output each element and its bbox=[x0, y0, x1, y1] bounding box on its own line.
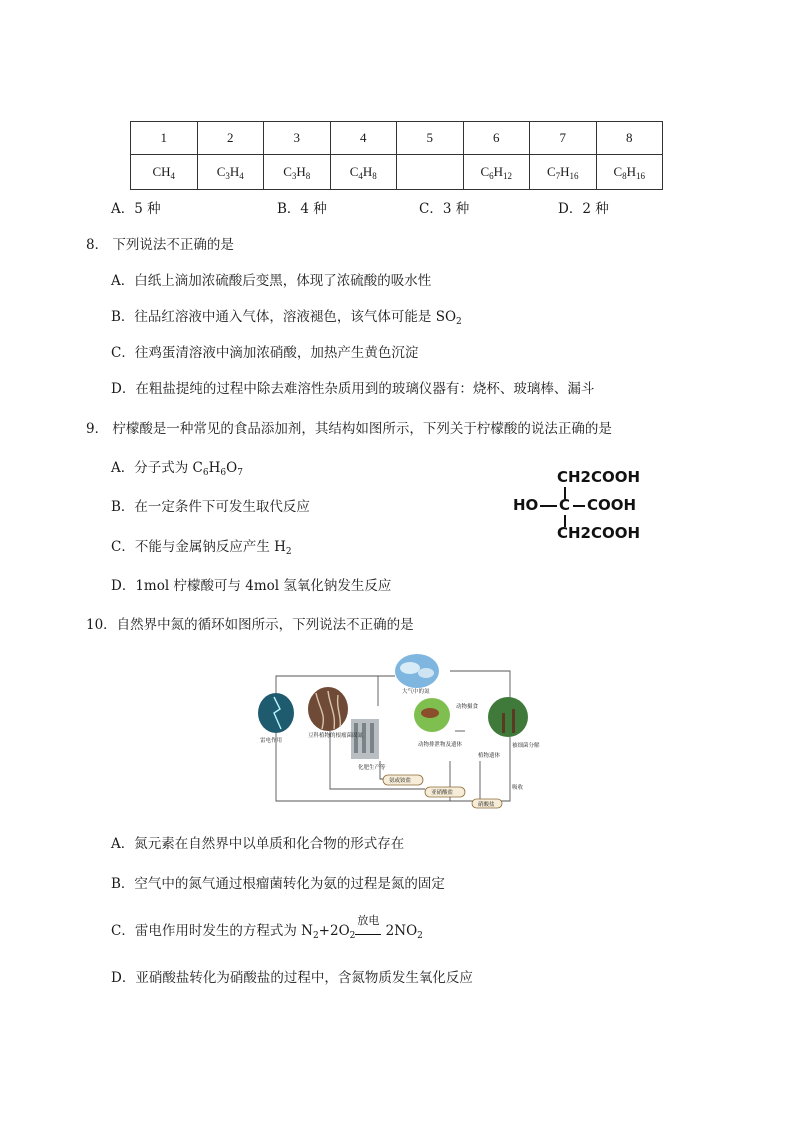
table-header-cell: 1 bbox=[131, 122, 198, 155]
air-nitrogen-image bbox=[395, 654, 439, 688]
table-header-cell: 3 bbox=[264, 122, 331, 155]
formula-cell: $C_4H_8$ bbox=[330, 155, 397, 190]
q10-stem: 10．自然界中氮的循环如图所示，下列说法不正确的是 bbox=[86, 617, 414, 633]
label-air-nitrogen: 大气中的氮 bbox=[402, 689, 430, 695]
option-b: B．4 种 bbox=[277, 201, 327, 217]
q8-option-c: C．往鸡蛋清溶液中滴加浓硝酸，加热产生黄色沉淀 bbox=[111, 345, 419, 361]
table-header-cell: 4 bbox=[330, 122, 397, 155]
q9-option-b: B．在一定条件下可发生取代反应 bbox=[111, 499, 310, 515]
q10-option-b: B．空气中的氮气通过根瘤菌转化为氨的过程是氮的固定 bbox=[111, 876, 445, 892]
formula-carboxyl: COOH bbox=[587, 496, 637, 514]
cattle-image bbox=[414, 698, 450, 732]
q9-option-a: A．分子式为 $C_6H_6O_7$ bbox=[111, 460, 243, 478]
q9-stem: 9． 柠檬酸是一种常见的食品添加剂，其结构如图所示，下列关于柠檬酸的说法正确的是 bbox=[86, 421, 612, 437]
formula-cell: $CH_4$ bbox=[131, 155, 198, 190]
q8-option-a: A．白纸上滴加浓硫酸后变黑，体现了浓硫酸的吸水性 bbox=[111, 273, 432, 289]
table-formula-row bbox=[131, 155, 663, 190]
nitrogen-cycle-diagram bbox=[250, 651, 540, 808]
option-a: A．5 种 bbox=[111, 201, 161, 217]
q8-stem: 8． 下列说法不正确的是 bbox=[86, 237, 234, 253]
lightning-image bbox=[258, 693, 294, 733]
label-nitrate: 硝酸盐 bbox=[478, 802, 495, 808]
label-plant: 植物遗体 bbox=[478, 753, 501, 759]
q9-option-d: D．1mol 柠檬酸可与 4mol 氢氧化钠发生反应 bbox=[111, 578, 392, 594]
label-animal: 动物排泄物及遗体 bbox=[418, 742, 463, 748]
roots-image bbox=[308, 687, 348, 731]
formula-bottom-group: CH2COOH bbox=[557, 524, 641, 542]
q10-option-d: D．亚硝酸盐转化为硝酸盐的过程中，含氮物质发生氧化反应 bbox=[111, 970, 473, 986]
q10-option-c: C．雷电作用时发生的方程式为 $N_2+2O_2$ 放电 $2NO_2$ bbox=[111, 914, 423, 941]
formula-cell: $C_3H_4$ bbox=[197, 155, 264, 190]
table-header-cell: 6 bbox=[463, 122, 530, 155]
option-c: C．3 种 bbox=[419, 201, 470, 217]
formula-hydroxyl: HO bbox=[513, 496, 539, 514]
label-nitrite: 亚硝酸盐 bbox=[431, 790, 454, 796]
label-eaten: 动物摄食 bbox=[456, 704, 479, 710]
label-absorb: 吸收 bbox=[512, 785, 524, 791]
table-header-cell: 5 bbox=[397, 122, 464, 155]
option-d: D．2 种 bbox=[558, 201, 609, 217]
label-ammonium: 氨或铵盐 bbox=[389, 778, 412, 784]
formula-top-group: CH2COOH bbox=[557, 468, 641, 486]
reaction-condition: 放电 bbox=[355, 923, 381, 939]
citric-acid-structure bbox=[513, 468, 663, 548]
table-header-cell: 2 bbox=[197, 122, 264, 155]
label-lightning: 雷电作用 bbox=[260, 738, 283, 744]
formula-central-carbon: C bbox=[559, 496, 571, 514]
q8-option-b: B．往品红溶液中通入气体，溶液褪色，该气体可能是 $SO_2$ bbox=[111, 309, 462, 327]
formula-cell: $C_7H_{16}$ bbox=[530, 155, 597, 190]
label-legume: 豆科植物的根瘤菌固氮 bbox=[308, 733, 364, 739]
formula-cell: $C_6H_{12}$ bbox=[463, 155, 530, 190]
table-header-cell: 7 bbox=[530, 122, 597, 155]
formula-cell: $C_8H_{16}$ bbox=[596, 155, 663, 190]
hydrocarbon-table bbox=[130, 121, 663, 190]
label-decomp: 被细菌分解 bbox=[512, 743, 540, 749]
formula-cell: $C_3H_8$ bbox=[264, 155, 331, 190]
factory-image bbox=[351, 719, 379, 759]
q10-option-a: A．氮元素在自然界中以单质和化合物的形式存在 bbox=[111, 836, 405, 852]
q8-option-d: D．在粗盐提纯的过程中除去难溶性杂质用到的玻璃仪器有：烧杯、玻璃棒、漏斗 bbox=[111, 381, 595, 397]
table-header-row bbox=[131, 122, 663, 155]
label-factory: 化肥生产等 bbox=[358, 765, 386, 771]
table-header-cell: 8 bbox=[596, 122, 663, 155]
forest-image bbox=[488, 697, 528, 737]
formula-cell-empty bbox=[397, 155, 464, 190]
q9-option-c: C．不能与金属钠反应产生 $H_2$ bbox=[111, 539, 292, 557]
